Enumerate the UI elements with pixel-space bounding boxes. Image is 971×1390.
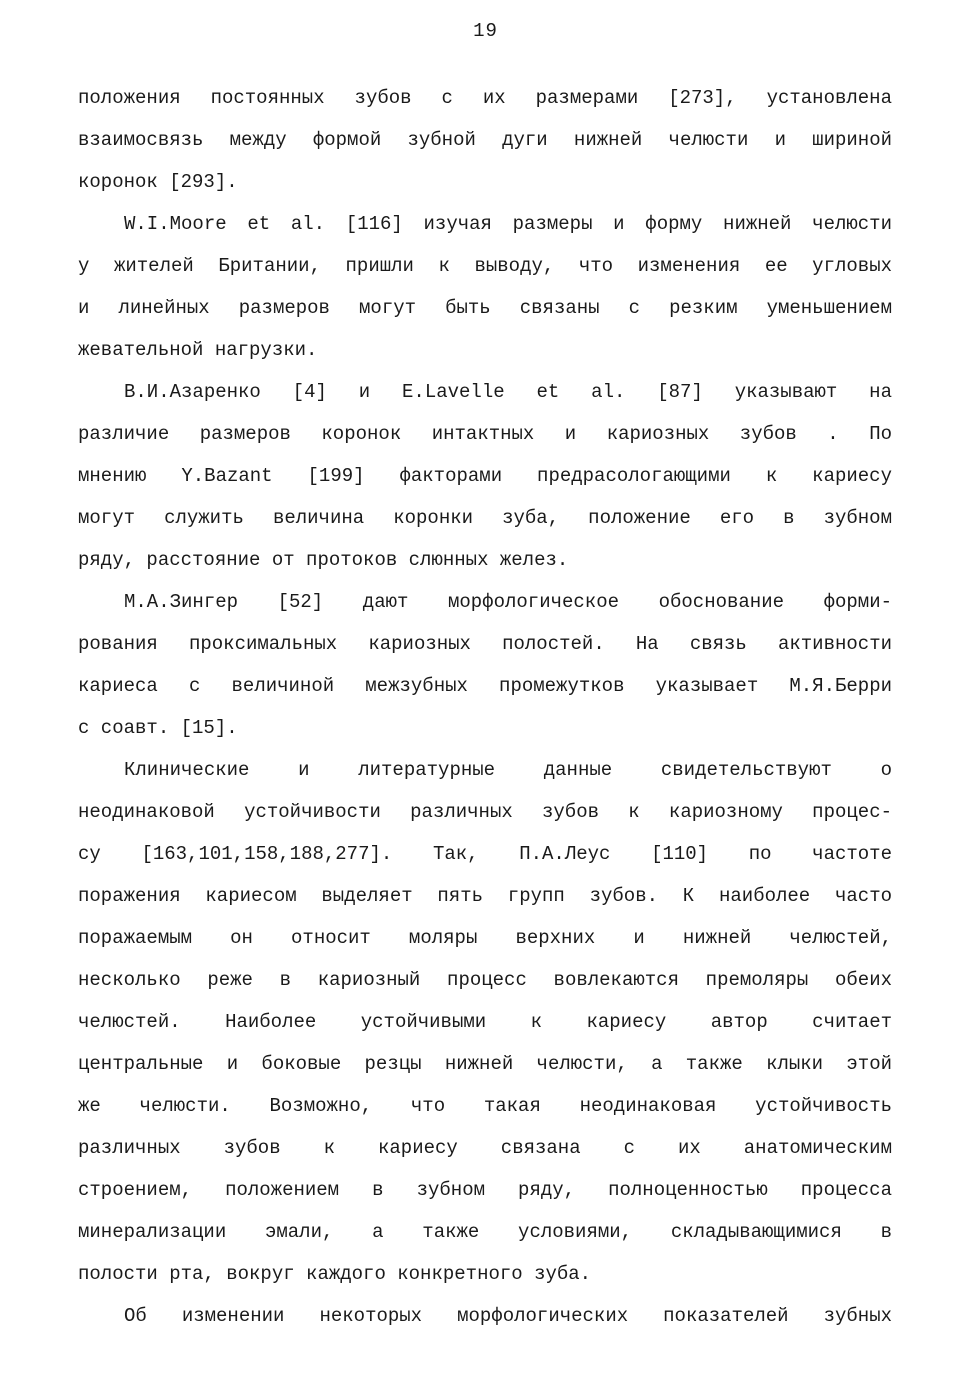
text-line: Клинические и литературные данные свидетельствуют о [124,759,892,781]
text-line: различие размеров коронок интактных и кариозных зубов . По [78,423,892,445]
text-line: коронок [293]. [78,171,238,193]
text-line: же челюсти. Возможно, что такая неодинаковая устойчивость [78,1095,892,1117]
text-line: неодинаковой устойчивости различных зубов к кариозному процес- [78,801,892,823]
text-line: челюстей. Наиболее устойчивыми к кариесу автор считает [78,1011,892,1033]
text-line: рования проксимальных кариозных полостей. На связь активности [78,633,892,655]
text-line: с соавт. [15]. [78,717,238,739]
page-number: 19 [473,20,498,42]
text-line: су [163,101,158,188,277]. Так, П.А.Леус [110] по частоте [78,843,892,865]
text-line: мнению Y.Bazant [199] факторами предрасологающими к кариесу [78,465,892,487]
text-line: положения постоянных зубов с их размерами [273], установлена [78,87,892,109]
text-line: поражаемым он относит моляры верхних и нижней челюстей, [78,927,892,949]
text-line: ряду, расстояние от протоков слюнных желез. [78,549,569,571]
text-line: несколько реже в кариозный процесс вовлекаются премоляры обеих [78,969,892,991]
text-line: W.I.Moore et al. [116] изучая размеры и форму нижней челюсти [124,213,892,235]
text-line: центральные и боковые резцы нижней челюсти, а также клыки этой [78,1053,892,1075]
text-line: жевательной нагрузки. [78,339,318,361]
text-line: различных зубов к кариесу связана с их анатомическим [78,1137,892,1159]
text-line: могут служить величина коронки зуба, положение его в зубном [78,507,892,529]
text-line: В.И.Азаренко [4] и E.Lavelle et al. [87] указывают на [124,381,892,403]
text-line: взаимосвязь между формой зубной дуги нижней челюсти и шириной [78,129,892,151]
text-line: строением, положением в зубном ряду, полноценностью процесса [78,1179,892,1201]
text-line: и линейных размеров могут быть связаны с резким уменьшением [78,297,892,319]
text-line: кариеса с величиной межзубных промежутков указывает М.Я.Берри [78,675,892,697]
text-line: у жителей Британии, пришли к выводу, что изменения ее угловых [78,255,892,277]
text-line: полости рта, вокруг каждого конкретного зуба. [78,1263,592,1285]
text-line: минерализации эмали, а также условиями, складывающимися в [78,1221,892,1243]
text-line: М.А.Зингер [52] дают морфологическое обоснование форми- [124,591,892,613]
text-line: Об изменении некоторых морфологических показателей зубных [124,1305,892,1327]
text-line: поражения кариесом выделяет пять групп зубов. К наиболее часто [78,885,892,907]
